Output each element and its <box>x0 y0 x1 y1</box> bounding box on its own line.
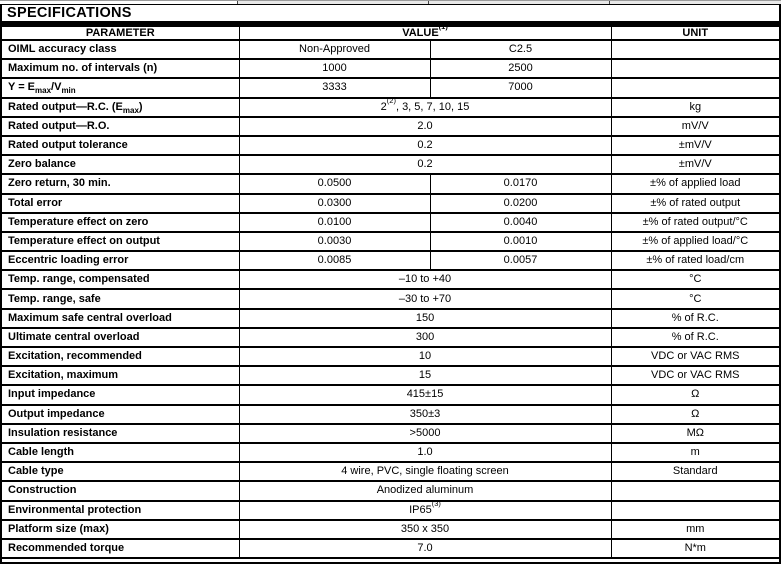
table-row <box>2 289 779 308</box>
value-cell: 7.0 <box>239 539 611 558</box>
table-row <box>2 251 779 270</box>
value-cell: 0.0500 <box>239 174 430 193</box>
unit-cell: ±% of rated output/°C <box>611 213 779 232</box>
unit-cell: Ω <box>611 405 779 424</box>
parameter-cell: Rated output tolerance <box>2 136 239 155</box>
table-row <box>2 520 779 539</box>
unit-cell <box>611 40 779 59</box>
table-row <box>2 385 779 404</box>
parameter-cell: Cable type <box>2 462 239 481</box>
unit-cell: °C <box>611 289 779 308</box>
unit-cell: Standard <box>611 462 779 481</box>
top-strip <box>0 0 781 4</box>
unit-cell: N*m <box>611 539 779 558</box>
table-row <box>2 194 779 213</box>
parameter-cell: Temperature effect on output <box>2 232 239 251</box>
value-cell: 1000 <box>239 59 430 78</box>
table-row <box>2 481 779 500</box>
parameter-cell: Output impedance <box>2 405 239 424</box>
unit-cell <box>611 78 779 97</box>
value-cell: 10 <box>239 347 611 366</box>
parameter-cell: Zero return, 30 min. <box>2 174 239 193</box>
table-row <box>2 424 779 443</box>
unit-cell: mm <box>611 520 779 539</box>
table-row <box>2 405 779 424</box>
unit-cell: mV/V <box>611 117 779 136</box>
unit-cell: kg <box>611 98 779 117</box>
value-cell: 0.0057 <box>430 251 611 270</box>
unit-cell: % of R.C. <box>611 328 779 347</box>
table-row <box>2 136 779 155</box>
header-row <box>2 27 779 40</box>
parameter-cell: Platform size (max) <box>2 520 239 539</box>
parameter-cell: Total error <box>2 194 239 213</box>
table-row <box>2 347 779 366</box>
parameter-cell: Temp. range, compensated <box>2 270 239 289</box>
parameter-cell: OIML accuracy class <box>2 40 239 59</box>
value-cell: –10 to +40 <box>239 270 611 289</box>
value-cell: 4 wire, PVC, single floating screen <box>239 462 611 481</box>
parameter-cell: Insulation resistance <box>2 424 239 443</box>
spec-table-body <box>2 40 779 558</box>
table-row <box>2 539 779 558</box>
value-cell: >5000 <box>239 424 611 443</box>
table-row <box>2 366 779 385</box>
unit-cell: ±mV/V <box>611 155 779 174</box>
parameter-cell: Ultimate central overload <box>2 328 239 347</box>
column-divider-tick <box>237 1 238 4</box>
parameter-cell: $Y = E_{max}/V_{min}$ <box>2 78 239 97</box>
spec-table <box>2 21 779 559</box>
parameter-cell: Environmental protection <box>2 501 239 520</box>
parameter-cell: Rated output—R.O. <box>2 117 239 136</box>
value-cell: 0.0040 <box>430 213 611 232</box>
value-cell: 350±3 <box>239 405 611 424</box>
value-cell: –30 to +70 <box>239 289 611 308</box>
value-cell: 15 <box>239 366 611 385</box>
value-cell: 415±15 <box>239 385 611 404</box>
table-row <box>2 232 779 251</box>
column-divider-tick <box>609 1 610 4</box>
table-row <box>2 98 779 117</box>
spec-frame <box>0 4 781 564</box>
unit-cell: ±% of applied load/°C <box>611 232 779 251</box>
unit-cell: ±mV/V <box>611 136 779 155</box>
unit-cell <box>611 501 779 520</box>
section-title: SPECIFICATIONS <box>7 5 132 21</box>
unit-cell: °C <box>611 270 779 289</box>
table-row <box>2 270 779 289</box>
value-cell: 350 x 350 <box>239 520 611 539</box>
table-row <box>2 309 779 328</box>
table-row <box>2 462 779 481</box>
parameter-cell: Excitation, maximum <box>2 366 239 385</box>
value-cell: Non-Approved <box>239 40 430 59</box>
column-header-value: VALUE$^{(1)}$ <box>239 27 611 40</box>
unit-cell: % of R.C. <box>611 309 779 328</box>
value-cell: 2.0 <box>239 117 611 136</box>
table-row <box>2 501 779 520</box>
value-cell: 150 <box>239 309 611 328</box>
unit-cell: VDC or VAC RMS <box>611 366 779 385</box>
value-cell: 1.0 <box>239 443 611 462</box>
unit-cell <box>611 59 779 78</box>
unit-cell: VDC or VAC RMS <box>611 347 779 366</box>
unit-cell <box>611 481 779 500</box>
value-cell: 0.0170 <box>430 174 611 193</box>
parameter-cell: Excitation, recommended <box>2 347 239 366</box>
value-cell: 0.2 <box>239 155 611 174</box>
table-row <box>2 59 779 78</box>
table-row <box>2 40 779 59</box>
unit-cell: m <box>611 443 779 462</box>
parameter-cell: Input impedance <box>2 385 239 404</box>
parameter-cell: Cable length <box>2 443 239 462</box>
value-cell: 2$^{(2)}$, 3, 5, 7, 10, 15 <box>239 98 611 117</box>
value-cell: 0.0010 <box>430 232 611 251</box>
table-row <box>2 117 779 136</box>
table-row <box>2 443 779 462</box>
parameter-cell: Temperature effect on zero <box>2 213 239 232</box>
value-cell: 0.0100 <box>239 213 430 232</box>
value-cell: 7000 <box>430 78 611 97</box>
value-cell: 0.0300 <box>239 194 430 213</box>
parameter-cell: Maximum no. of intervals (n) <box>2 59 239 78</box>
value-cell: 0.0200 <box>430 194 611 213</box>
parameter-cell: Maximum safe central overload <box>2 309 239 328</box>
value-cell: C2.5 <box>430 40 611 59</box>
parameter-cell: Temp. range, safe <box>2 289 239 308</box>
unit-cell: MΩ <box>611 424 779 443</box>
unit-cell: ±% of applied load <box>611 174 779 193</box>
parameter-cell: Construction <box>2 481 239 500</box>
column-header-unit: UNIT <box>611 27 779 40</box>
table-row <box>2 155 779 174</box>
table-row <box>2 328 779 347</box>
column-header-parameter: PARAMETER <box>2 27 239 40</box>
value-cell: 300 <box>239 328 611 347</box>
section-title-row <box>2 5 779 21</box>
top-strip-grey <box>237 1 781 4</box>
value-cell: 0.0030 <box>239 232 430 251</box>
parameter-cell: Zero balance <box>2 155 239 174</box>
value-cell: 3333 <box>239 78 430 97</box>
table-row <box>2 213 779 232</box>
table-row <box>2 174 779 193</box>
value-cell: 0.0085 <box>239 251 430 270</box>
unit-cell: ±% of rated load/cm <box>611 251 779 270</box>
parameter-cell: Rated output—R.C. $(E_{max})$ <box>2 98 239 117</box>
parameter-cell: Recommended torque <box>2 539 239 558</box>
value-cell: IP65$^{(3)}$ <box>239 501 611 520</box>
unit-cell: ±% of rated output <box>611 194 779 213</box>
value-cell: 0.2 <box>239 136 611 155</box>
table-row <box>2 78 779 97</box>
value-cell: 2500 <box>430 59 611 78</box>
column-divider-tick <box>428 1 429 4</box>
value-cell: Anodized aluminum <box>239 481 611 500</box>
parameter-cell: Eccentric loading error <box>2 251 239 270</box>
unit-cell: Ω <box>611 385 779 404</box>
